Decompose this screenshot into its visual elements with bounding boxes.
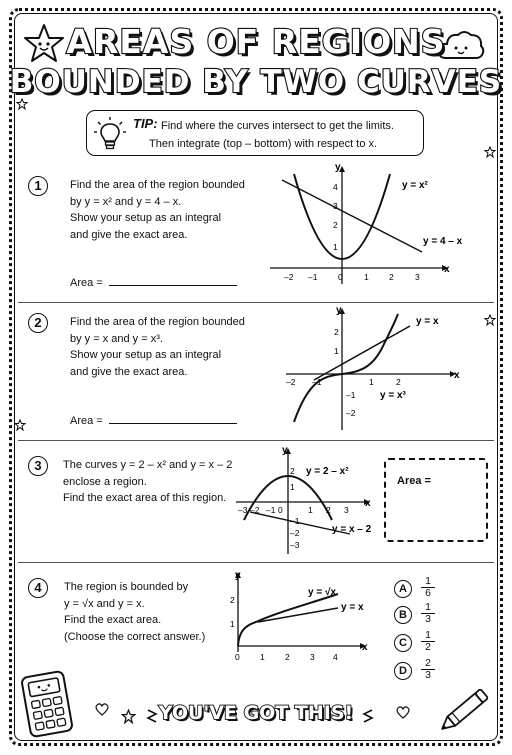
problem-line: Find the area of the region bounded <box>70 179 245 191</box>
denominator: 2 <box>425 641 431 653</box>
choice-c-bubble[interactable]: C <box>394 634 412 652</box>
problem-line: and give the exact area. <box>70 365 188 378</box>
y-tick: 2 <box>230 595 235 605</box>
problem-3-text <box>63 457 232 507</box>
problem-number: 3 <box>28 456 48 476</box>
choice-b-fraction <box>421 602 435 625</box>
y-tick: 2 <box>290 466 295 476</box>
x-tick: 0 <box>235 652 240 662</box>
tip-line-2: Then integrate (top – bottom) with respect to x. <box>149 138 378 150</box>
y-tick: 1 <box>290 482 295 492</box>
y-axis-label: y <box>282 445 288 456</box>
problem-line: y = √x and y = x. <box>64 597 145 610</box>
curve-label: y = x <box>416 316 439 327</box>
x-axis-label: x <box>454 370 460 381</box>
x-tick: 1 <box>369 377 374 387</box>
numerator: 1 <box>421 630 435 642</box>
y-axis-label: y <box>335 164 341 173</box>
numerator: 1 <box>421 602 435 614</box>
numerator: 2 <box>421 658 435 670</box>
area-label: Area = <box>70 277 103 289</box>
problem-2-text <box>70 314 245 380</box>
area-answer-line[interactable] <box>70 414 237 427</box>
problem-line: The curves y = 2 – x² and y = x – 2 <box>63 459 233 471</box>
y-tick: 2 <box>333 220 338 230</box>
page-subtitle: BOUNDED BY TWO CURVES <box>9 64 503 100</box>
star-icon <box>14 419 26 431</box>
star-icon <box>484 314 496 326</box>
x-tick: –2 <box>284 272 294 282</box>
x-tick: 0 <box>338 272 343 282</box>
curve-label: y = √x <box>308 587 337 598</box>
problem-line: (Choose the correct answer.) <box>64 630 206 643</box>
choice-d-fraction <box>421 658 435 681</box>
y-tick: –1 <box>290 516 300 526</box>
problem-line: and give the exact area. <box>70 228 188 241</box>
problem-number: 1 <box>28 176 48 196</box>
numerator: 1 <box>421 576 435 588</box>
area-answer-line[interactable] <box>70 276 237 289</box>
x-tick: –1 <box>312 377 322 387</box>
graph-problem-4 <box>228 568 378 664</box>
x-tick: 1 <box>260 652 265 662</box>
x-tick: –1 <box>308 272 318 282</box>
footer-banner: YOU'VE GOT THIS! <box>158 702 354 724</box>
area-label: Area = <box>70 415 103 427</box>
problem-line: Show your setup as an integral <box>70 349 222 362</box>
y-tick: 4 <box>333 182 338 192</box>
area-label: Area = <box>397 475 431 487</box>
problem-line: Find the area of the region bounded <box>70 316 245 328</box>
y-tick: –3 <box>290 540 300 550</box>
x-tick: 0 <box>278 505 283 515</box>
denominator: 3 <box>425 669 431 681</box>
x-tick: 2 <box>389 272 394 282</box>
x-tick: 4 <box>333 652 338 662</box>
x-tick: 3 <box>344 505 349 515</box>
problem-number: 4 <box>28 578 48 598</box>
section-divider <box>18 302 494 303</box>
tip-label: TIP: <box>133 116 158 131</box>
x-tick: –3 <box>238 505 248 515</box>
problem-line: Find the exact area. <box>64 614 162 627</box>
x-tick: 2 <box>285 652 290 662</box>
choice-d-bubble[interactable]: D <box>394 662 412 680</box>
problem-1-text <box>70 177 245 243</box>
y-tick: 1 <box>333 242 338 252</box>
curve-label: y = x <box>341 602 364 613</box>
x-tick: 1 <box>308 505 313 515</box>
section-divider <box>18 440 494 441</box>
zigzag-right-decoration <box>360 708 374 726</box>
section-divider <box>18 562 494 563</box>
choice-b-bubble[interactable]: B <box>394 606 412 624</box>
problem-line: by y = x and y = x³. <box>70 332 163 345</box>
answer-blank[interactable] <box>109 276 237 286</box>
x-tick: 2 <box>326 505 331 515</box>
problem-number: 2 <box>28 313 48 333</box>
y-tick: –2 <box>346 408 356 418</box>
x-axis-label: x <box>444 264 450 275</box>
graph-problem-1 <box>262 164 492 288</box>
y-tick: 1 <box>334 346 339 356</box>
x-axis-label: x <box>362 642 368 653</box>
curve-label: y = 2 – x² <box>306 466 349 477</box>
y-axis-label: y <box>235 570 241 581</box>
x-tick: 1 <box>364 272 369 282</box>
x-tick: –2 <box>286 377 296 387</box>
curve-label: y = 4 – x <box>423 236 463 247</box>
choice-c-fraction <box>421 630 435 653</box>
graph-problem-3 <box>232 444 380 556</box>
problem-line: Find the exact area of this region. <box>63 492 227 505</box>
tip-line-1: Find where the curves intersect to get the limits. <box>161 120 394 132</box>
answer-blank[interactable] <box>109 414 237 424</box>
lightbulb-icon <box>93 116 127 152</box>
problem-line: Show your setup as an integral <box>70 212 222 225</box>
area-answer-box[interactable] <box>384 458 488 542</box>
y-tick: 3 <box>333 201 338 211</box>
x-tick: 3 <box>415 272 420 282</box>
y-tick: 2 <box>334 327 339 337</box>
y-tick: –2 <box>290 528 300 538</box>
graph-problem-2 <box>280 304 480 436</box>
star-icon <box>484 146 496 158</box>
x-tick: 3 <box>310 652 315 662</box>
curve-label: y = x² <box>402 180 428 191</box>
y-axis-label: y <box>336 305 342 316</box>
choice-a-bubble[interactable]: A <box>394 580 412 598</box>
problem-4-text <box>64 579 205 645</box>
denominator: 3 <box>425 613 431 625</box>
problem-line: by y = x² and y = 4 – x. <box>70 195 182 208</box>
x-tick: 2 <box>396 377 401 387</box>
y-tick: –1 <box>346 390 356 400</box>
choice-a-fraction <box>421 576 435 599</box>
x-tick: –2 <box>250 505 260 515</box>
curve-label: y = x³ <box>380 390 406 401</box>
curve-label: y = x – 2 <box>332 524 372 535</box>
problem-line: enclose a region. <box>63 475 147 488</box>
page-title: AREAS OF REGIONS <box>66 22 446 61</box>
denominator: 6 <box>425 587 431 599</box>
x-tick: –1 <box>266 505 276 515</box>
x-axis-label: x <box>365 498 371 509</box>
y-tick: 1 <box>230 619 235 629</box>
tip-box <box>86 110 424 156</box>
problem-line: The region is bounded by <box>64 581 189 593</box>
